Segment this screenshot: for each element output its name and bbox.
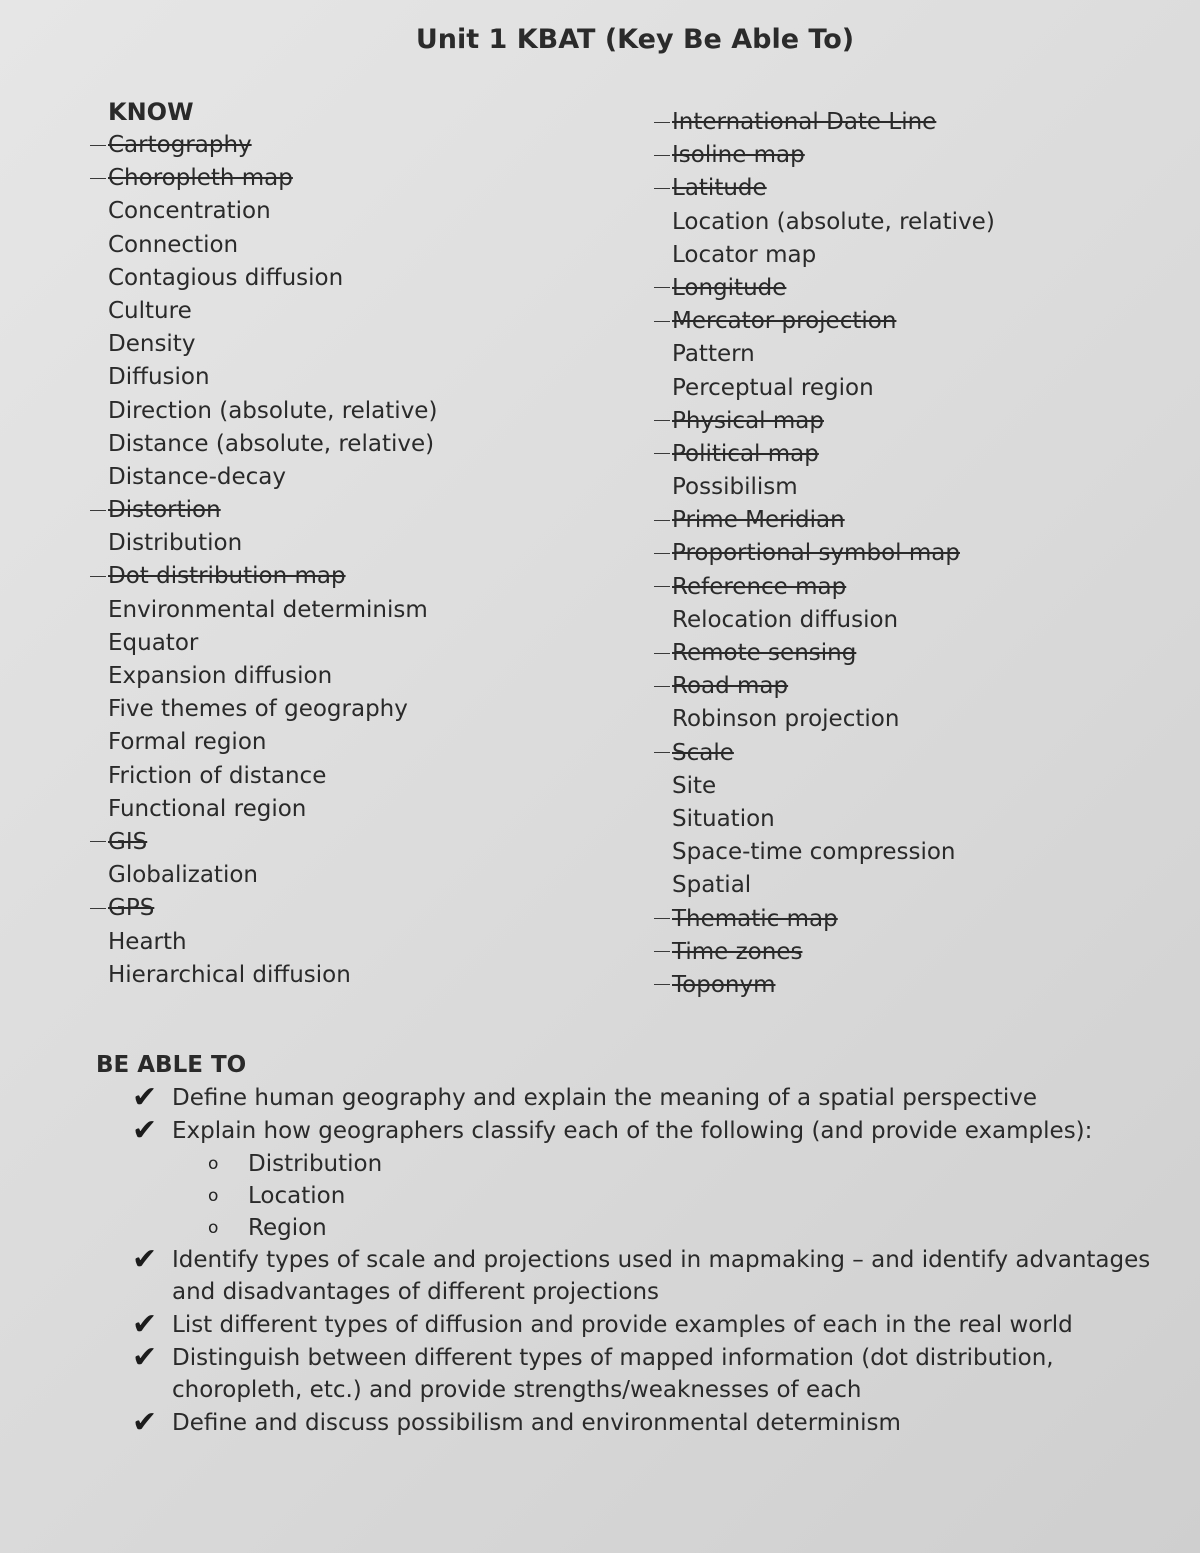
term-text: Robinson projection bbox=[672, 706, 900, 733]
term-text: Hierarchical diffusion bbox=[108, 961, 351, 988]
term-text: Reference map bbox=[672, 573, 847, 600]
know-term bbox=[98, 726, 437, 759]
term-text: Concentration bbox=[108, 198, 271, 225]
term-text: International Date Line bbox=[672, 109, 937, 135]
term-text: Locator map bbox=[672, 241, 817, 268]
term-text: Distance-decay bbox=[108, 463, 286, 490]
know-term bbox=[98, 129, 437, 162]
know-term bbox=[660, 338, 995, 371]
term-text: Cartography bbox=[108, 132, 252, 158]
know-term bbox=[98, 660, 437, 693]
term-text: Remote sensing bbox=[672, 640, 857, 666]
know-term bbox=[98, 926, 437, 959]
term-text: Relocation diffusion bbox=[672, 606, 899, 633]
term-text: Density bbox=[108, 331, 196, 358]
know-term bbox=[98, 461, 437, 494]
know-list-left bbox=[98, 95, 437, 992]
goal-item bbox=[96, 1115, 1156, 1147]
term-text: Distance (absolute, relative) bbox=[108, 430, 435, 457]
term-text: Equator bbox=[108, 629, 199, 656]
know-term bbox=[660, 869, 995, 902]
term-text: Road map bbox=[672, 673, 789, 700]
term-text: GIS bbox=[108, 828, 148, 855]
bullet-icon: o bbox=[208, 1218, 219, 1238]
know-term bbox=[660, 239, 995, 272]
know-term bbox=[98, 395, 437, 428]
term-text: Culture bbox=[108, 297, 192, 324]
know-term bbox=[660, 770, 995, 803]
know-term bbox=[660, 537, 995, 570]
know-term bbox=[98, 162, 437, 195]
know-term bbox=[98, 693, 437, 726]
sub-item-text: Region bbox=[248, 1215, 327, 1241]
term-text: Direction (absolute, relative) bbox=[108, 397, 438, 424]
know-term bbox=[660, 372, 995, 405]
term-text: GPS bbox=[108, 895, 155, 922]
term-text: Choropleth map bbox=[108, 165, 293, 192]
term-text: Functional region bbox=[108, 795, 307, 822]
know-term bbox=[98, 295, 437, 328]
term-text: Possibilism bbox=[672, 474, 798, 501]
know-term bbox=[660, 737, 995, 770]
know-term bbox=[660, 272, 995, 305]
goal-text: Define and discuss possibilism and environmental determinism bbox=[172, 1410, 901, 1436]
know-term bbox=[98, 262, 437, 295]
know-term bbox=[660, 936, 995, 969]
term-text: Hearth bbox=[108, 928, 187, 955]
be-able-to-heading: BE ABLE TO bbox=[96, 1052, 247, 1078]
know-term bbox=[660, 405, 995, 438]
know-term bbox=[660, 106, 995, 139]
term-text: Spatial bbox=[672, 872, 752, 899]
term-text: Contagious diffusion bbox=[108, 264, 344, 291]
sub-item bbox=[96, 1180, 1156, 1212]
know-term bbox=[98, 527, 437, 560]
know-term bbox=[98, 594, 437, 627]
term-text: Situation bbox=[672, 805, 775, 832]
term-text: Latitude bbox=[672, 175, 767, 202]
know-term bbox=[660, 703, 995, 736]
term-text: Isoline map bbox=[672, 142, 805, 169]
term-text: Distribution bbox=[108, 530, 243, 557]
checkmark-icon: ✔ bbox=[132, 1080, 158, 1115]
know-term bbox=[98, 428, 437, 461]
term-text: Five themes of geography bbox=[108, 696, 408, 723]
goal-text: Define human geography and explain the meaning of a spatial perspective bbox=[172, 1085, 1037, 1111]
term-text: Toponym bbox=[672, 971, 776, 998]
goal-item bbox=[96, 1082, 1156, 1114]
term-text: Diffusion bbox=[108, 364, 210, 391]
know-term bbox=[98, 361, 437, 394]
term-text: Political map bbox=[672, 440, 819, 467]
know-list-right bbox=[660, 106, 995, 1002]
know-term bbox=[98, 892, 437, 925]
term-text: Distortion bbox=[108, 497, 221, 524]
sub-item-text: Location bbox=[248, 1183, 346, 1209]
term-text: Physical map bbox=[672, 407, 824, 434]
know-term bbox=[98, 328, 437, 361]
bullet-icon: o bbox=[208, 1186, 219, 1206]
term-text: Perceptual region bbox=[672, 374, 874, 401]
term-text: Formal region bbox=[108, 729, 267, 756]
sub-list bbox=[96, 1148, 1156, 1244]
know-term bbox=[660, 206, 995, 239]
term-text: Scale bbox=[672, 739, 734, 766]
know-term bbox=[98, 859, 437, 892]
bullet-icon: o bbox=[208, 1154, 219, 1174]
know-term bbox=[660, 305, 995, 338]
know-term bbox=[660, 670, 995, 703]
goal-item bbox=[96, 1407, 1156, 1439]
checkmark-icon: ✔ bbox=[132, 1405, 158, 1440]
term-text: Mercator projection bbox=[672, 308, 897, 335]
goal-text: Identify types of scale and projections used in mapmaking – and identify advantages and disadvantages of different projections bbox=[172, 1247, 1151, 1305]
sub-item-text: Distribution bbox=[248, 1151, 383, 1177]
term-text: Prime Meridian bbox=[672, 507, 845, 534]
goal-text: Explain how geographers classify each of the following (and provide examples): bbox=[172, 1118, 1093, 1144]
know-term bbox=[98, 494, 437, 527]
know-term bbox=[98, 229, 437, 262]
page-title: Unit 1 KBAT (Key Be Able To) bbox=[415, 24, 855, 55]
term-text: Time zones bbox=[672, 938, 803, 965]
know-heading: KNOW bbox=[108, 98, 194, 126]
know-term bbox=[660, 571, 995, 604]
term-text: Expansion diffusion bbox=[108, 663, 333, 689]
term-text: Site bbox=[672, 772, 717, 799]
goal-item bbox=[96, 1342, 1156, 1406]
term-text: Connection bbox=[108, 231, 239, 258]
term-text: Longitude bbox=[672, 274, 787, 301]
know-term bbox=[98, 195, 437, 228]
know-term bbox=[98, 826, 437, 859]
goal-text: Distinguish between different types of mapped information (dot distribution, choropleth, etc.) and provide strengths/weaknesses of each bbox=[172, 1345, 1054, 1403]
know-term bbox=[660, 969, 995, 1002]
checkmark-icon: ✔ bbox=[132, 1113, 158, 1148]
know-term bbox=[98, 959, 437, 992]
goal-item bbox=[96, 1244, 1156, 1308]
term-text: Dot distribution map bbox=[108, 563, 346, 590]
know-term bbox=[98, 560, 437, 593]
goal-item bbox=[96, 1309, 1156, 1341]
term-text: Globalization bbox=[108, 862, 258, 889]
term-text: Pattern bbox=[672, 341, 755, 368]
know-term bbox=[660, 139, 995, 172]
know-term bbox=[660, 903, 995, 936]
know-term bbox=[98, 760, 437, 793]
goal-text: List different types of diffusion and provide examples of each in the real world bbox=[172, 1312, 1073, 1338]
term-text: Space-time compression bbox=[672, 839, 956, 866]
know-term bbox=[660, 438, 995, 471]
term-text: Friction of distance bbox=[108, 762, 327, 789]
know-term bbox=[660, 803, 995, 836]
term-text: Proportional symbol map bbox=[672, 540, 960, 567]
term-text: Thematic map bbox=[672, 905, 838, 932]
term-text: Environmental determinism bbox=[108, 596, 428, 623]
sub-item bbox=[96, 1148, 1156, 1180]
know-term bbox=[98, 627, 437, 660]
be-able-to-section bbox=[96, 1048, 1156, 1440]
know-term bbox=[660, 504, 995, 537]
checkmark-icon: ✔ bbox=[132, 1242, 158, 1277]
sub-item bbox=[96, 1212, 1156, 1244]
checkmark-icon: ✔ bbox=[132, 1307, 158, 1342]
know-term bbox=[660, 172, 995, 205]
checkmark-icon: ✔ bbox=[132, 1340, 158, 1375]
know-term bbox=[660, 836, 995, 869]
term-text: Location (absolute, relative) bbox=[672, 208, 995, 235]
know-term bbox=[660, 604, 995, 637]
know-term bbox=[660, 471, 995, 504]
know-term bbox=[660, 637, 995, 670]
know-term bbox=[98, 793, 437, 826]
